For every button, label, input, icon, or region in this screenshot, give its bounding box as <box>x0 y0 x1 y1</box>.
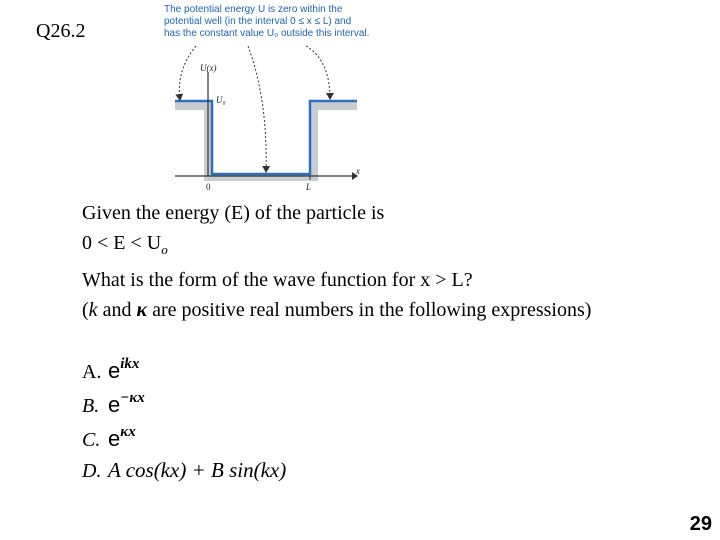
option-letter: D. <box>82 460 102 482</box>
option-expression: $e^{-\kappa x}$ <box>108 390 145 417</box>
question-text <box>82 198 591 325</box>
potential-well-diagram <box>0 0 720 200</box>
option-letter: B. <box>82 395 100 417</box>
question-line-1: Given the energy (E) of the particle is <box>82 202 385 224</box>
question-number: Q26.2 <box>36 20 86 42</box>
question-line-2: $0 < E < U_o$ <box>82 232 168 257</box>
tick-L-label: L <box>306 182 312 192</box>
caption-line: potential well (in the interval 0 ≤ x ≤ L) and <box>164 16 352 27</box>
option-expression: A cos(kx) + B sin(kx) <box>108 458 287 482</box>
caption-line: The potential energy U is zero within the <box>164 4 343 15</box>
option-d[interactable] <box>82 458 286 483</box>
option-b[interactable] <box>82 390 145 418</box>
level-label: U₀ <box>216 95 226 105</box>
arrow-middle <box>248 46 266 172</box>
arrow-right <box>306 46 330 99</box>
option-expression: $e^{ikx}$ <box>108 356 140 383</box>
caption-line: has the constant value U₀ outside this interval. <box>164 28 370 39</box>
option-letter: A. <box>82 361 102 383</box>
option-a[interactable] <box>82 356 139 384</box>
page-number: 29 <box>689 513 712 535</box>
tick-zero-label: 0 <box>206 182 211 192</box>
y-axis-label: U(x) <box>200 63 217 73</box>
arrow-left <box>179 46 196 100</box>
option-c[interactable] <box>82 424 136 452</box>
question-line-4: (k and κ are positive real numbers in the following expressions) <box>82 299 592 321</box>
option-letter: C. <box>82 429 101 451</box>
option-expression: $e^{\kappa x}$ <box>108 424 136 451</box>
x-axis-label: x <box>356 166 360 176</box>
question-line-3: What is the form of the wave function for x > L? <box>82 269 473 291</box>
